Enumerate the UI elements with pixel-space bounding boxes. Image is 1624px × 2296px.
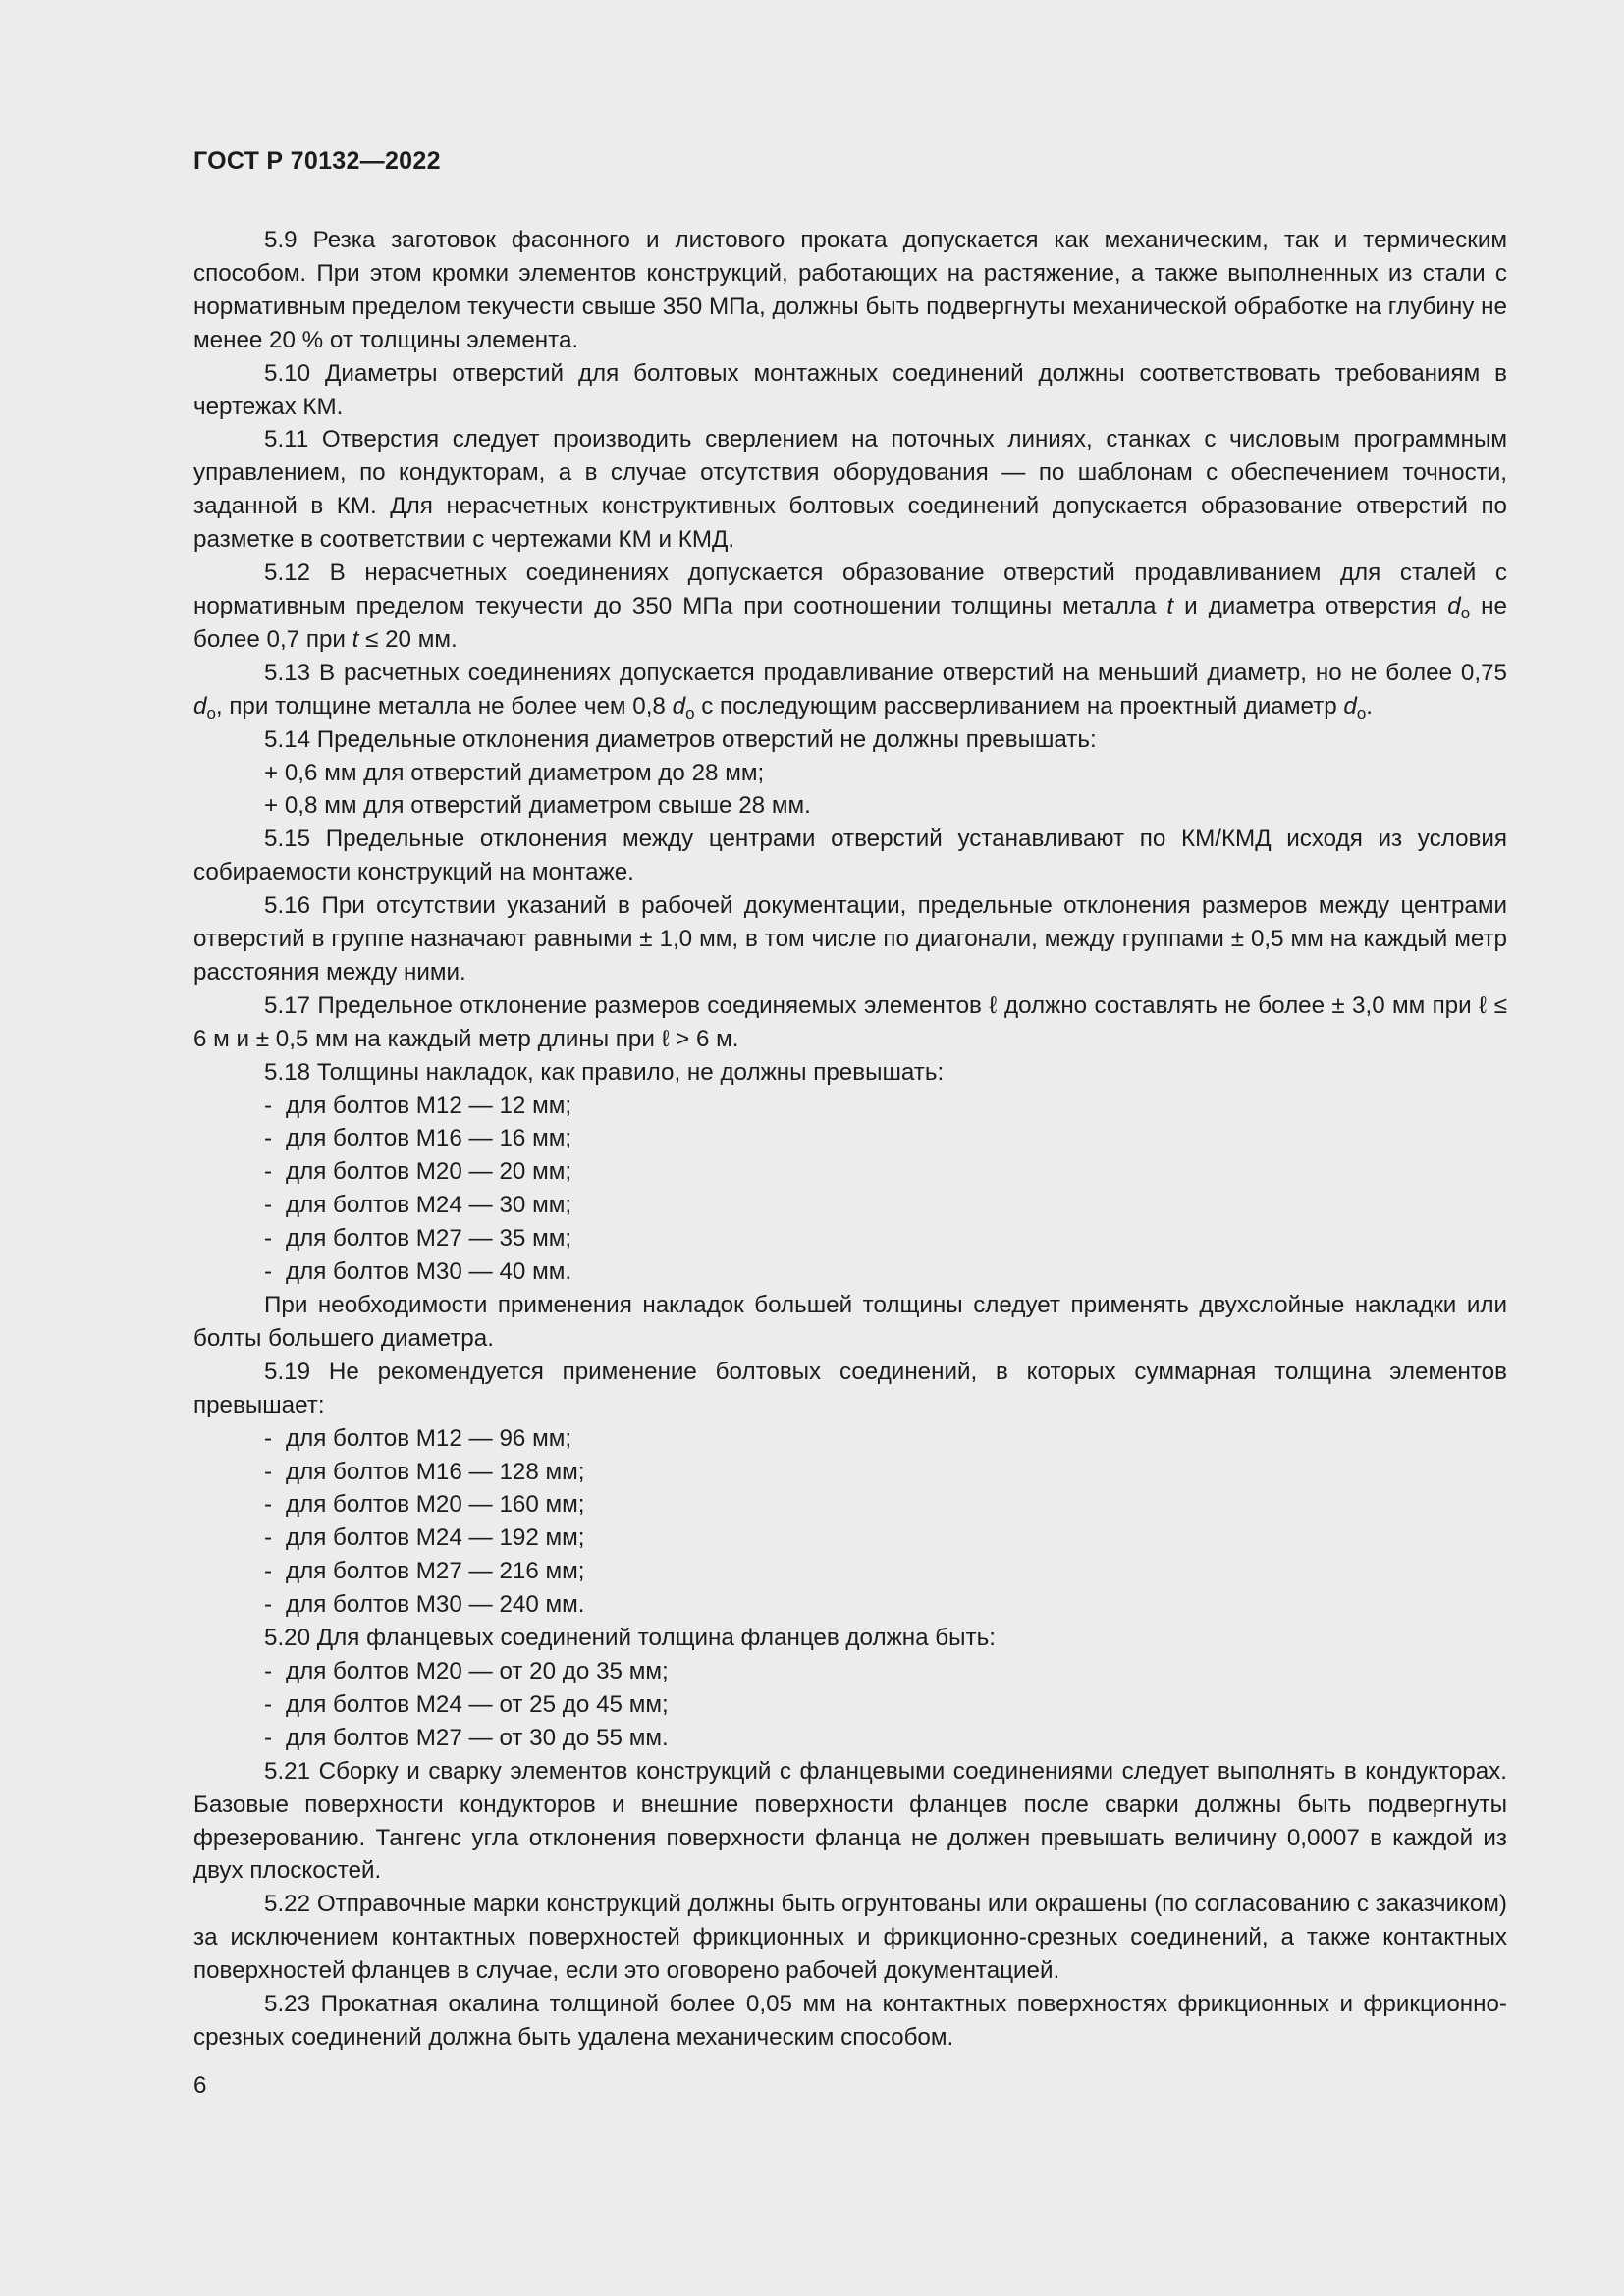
clause-5-11: 5.11 Отверстия следует производить сверлением на поточных линиях, станках с числовым программным управлением, по кондукторам, а в случае отсутствия оборудования — по шаблонам с обеспечением точности, заданной в КМ. Для нерасчетных конструктивных болтовых соединений допускается образование отверстий по разметке в соответствии с чертежами КМ и КМД. bbox=[193, 426, 1507, 554]
clause-5-23: 5.23 Прокатная окалина толщиной более 0,05 мм на контактных поверхностях фрикционных и фрикционно-срезных соединений должна быть удалена механическим способом. bbox=[193, 1991, 1507, 2051]
clause-5-15: 5.15 Предельные отклонения между центрами отверстий устанавливают по КМ/КМД исходя из условия собираемости конструкций на монтаже. bbox=[193, 826, 1507, 886]
list-item: - для болтов М16 — 128 мм; bbox=[264, 1458, 585, 1485]
clause-5-16: 5.16 При отсутствии указаний в рабочей документации, предельные отклонения размеров между центрами отверстий в группе назначают равными ± 1,0 мм, в том числе по диагонали, между группами ± 0,5 мм на каждый метр расстояния между ними. bbox=[193, 892, 1507, 986]
list-item: - для болтов М27 — от 30 до 55 мм. bbox=[264, 1724, 669, 1751]
clause-5-10: 5.10 Диаметры отверстий для болтовых монтажных соединений должны соответствовать требованиям в чертежах КМ. bbox=[193, 359, 1507, 420]
clause-5-18: 5.18 Толщины накладок, как правило, не должны превышать: bbox=[264, 1058, 945, 1086]
clause-5-13: 5.13 В расчетных соединениях допускается продавливание отверстий на меньший диаметр, но не более 0,75 $d_o$, при толщине металла не более чем 0,8 $d_o$ с последующим рассверливанием на проектный диаметр $d_o$. bbox=[193, 659, 1507, 722]
clause-5-18-note: При необходимости применения накладок большей толщины следует применять двухслойные накладки или болты большего диаметра. bbox=[193, 1292, 1507, 1352]
clause-5-19: 5.19 Не рекомендуется применение болтовых соединений, в которых суммарная толщина элементов превышает: bbox=[193, 1358, 1507, 1418]
list-item: - для болтов М24 — от 25 до 45 мм; bbox=[264, 1690, 669, 1718]
list-item: + 0,8 мм для отверстий диаметром свыше 28 мм. bbox=[264, 792, 811, 820]
list-item: - для болтов М30 — 40 мм. bbox=[264, 1258, 572, 1286]
clause-5-9: 5.9 Резка заготовок фасонного и листового проката допускается как механическим, так и термическим способом. При этом кромки элементов конструкций, работающих на растяжение, а также выполненных из стали с нормативным пределом текучести свыше 350 МПа, должны быть подвергнуты механической обработке на глубину не менее 20 % от толщины элемента. bbox=[193, 227, 1507, 353]
clause-5-21: 5.21 Сборку и сварку элементов конструкций с фланцевыми соединениями следует выполнять в кондукторах. Базовые поверхности кондукторов и внешние поверхности фланцев после сварки должны быть подвергнуты фрезерованию. Тангенс угла отклонения поверхности фланца не должен превышать величину 0,0007 в каждой из двух плоскостей. bbox=[193, 1757, 1507, 1885]
clause-5-12: 5.12 В нерасчетных соединениях допускается образование отверстий продавливанием для сталей с нормативным пределом текучести до 350 МПа при соотношении толщины металла t и диаметра отверстия $d_o$ не более 0,7 при t ≤ 20 мм. bbox=[193, 560, 1507, 653]
list-item: - для болтов М12 — 12 мм; bbox=[264, 1092, 572, 1119]
list-item: - для болтов М24 — 30 мм; bbox=[264, 1192, 572, 1219]
clause-5-17: 5.17 Предельное отклонение размеров соединяемых элементов ℓ должно составлять не более ± 3,0 мм при ℓ ≤ 6 м и ± 0,5 мм на каждый метр длины при ℓ > 6 м. bbox=[193, 991, 1507, 1052]
list-item: - для болтов М12 — 96 мм; bbox=[264, 1424, 572, 1452]
clause-5-20: 5.20 Для фланцевых соединений толщина фланцев должна быть: bbox=[264, 1625, 996, 1652]
list-item: - для болтов М27 — 216 мм; bbox=[264, 1558, 585, 1585]
list-item: - для болтов М27 — 35 мм; bbox=[264, 1225, 572, 1253]
list-item: - для болтов М24 — 192 мм; bbox=[264, 1524, 585, 1552]
clause-5-14: 5.14 Предельные отклонения диаметров отверстий не должны превышать: bbox=[264, 725, 1097, 753]
document-header: ГОСТ Р 70132—2022 bbox=[193, 147, 441, 175]
clause-5-22: 5.22 Отправочные марки конструкций должны быть огрунтованы или окрашены (по согласованию с заказчиком) за исключением контактных поверхностей фрикционных и фрикционно-срезных соединений, а также контактных поверхностей фланцев в случае, если это оговорено рабочей документацией. bbox=[193, 1891, 1507, 1985]
list-item: - для болтов М20 — от 20 до 35 мм; bbox=[264, 1657, 669, 1684]
list-item: + 0,6 мм для отверстий диаметром до 28 мм; bbox=[264, 759, 765, 786]
list-item: - для болтов М20 — 160 мм; bbox=[264, 1491, 585, 1519]
document-body bbox=[193, 224, 1507, 2055]
page-number: 6 bbox=[193, 2072, 207, 2099]
list-item: - для болтов М16 — 16 мм; bbox=[264, 1125, 572, 1152]
list-item: - для болтов М30 — 240 мм. bbox=[264, 1591, 585, 1619]
list-item: - для болтов М20 — 20 мм; bbox=[264, 1158, 572, 1186]
